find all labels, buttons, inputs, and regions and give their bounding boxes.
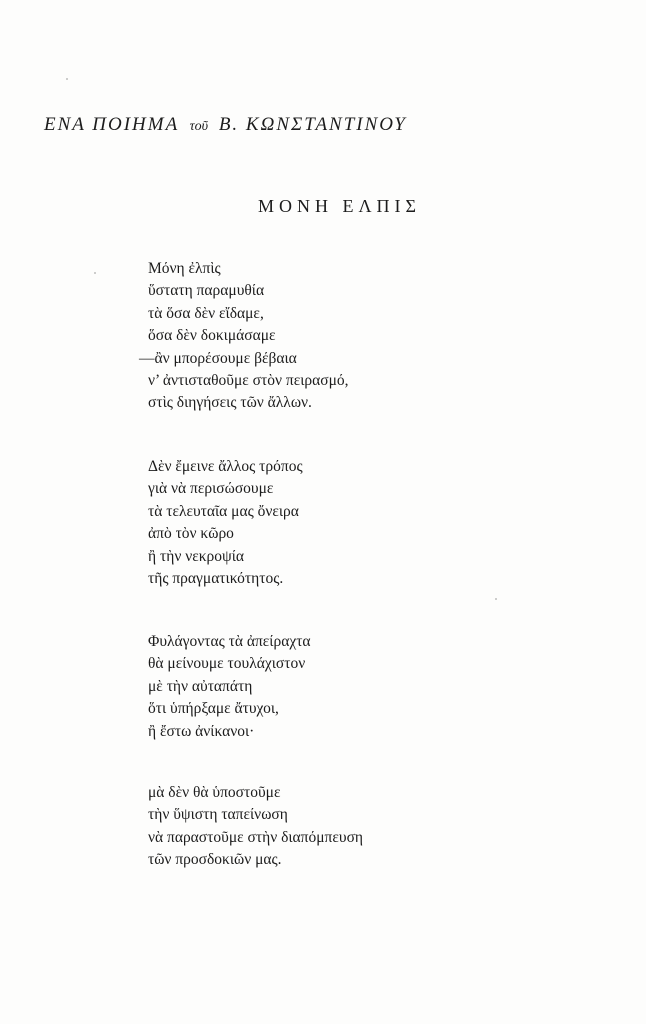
poem-line: ὅσα δὲν δοκιμάσαμε	[148, 327, 276, 345]
poem-line: ὕστατη παραμυθία	[148, 282, 265, 300]
poem-line: ἢ ἔστω ἀνίκανοι·	[148, 722, 255, 740]
poem-line: —ἂν μπορέσουμε βέβαια	[139, 349, 297, 367]
poem-line: μὲ τὴν αὐταπάτη	[148, 677, 253, 695]
header-author: Β. ΚΩΝΣΤΑΝΤΙΝΟΥ	[218, 114, 407, 135]
header-prefix: ΕΝΑ ΠΟΙΗΜΑ	[44, 114, 179, 135]
poem-line: ὅτι ὑπήρξαμε ἄτυχοι,	[148, 700, 279, 718]
poem-line: γιὰ νὰ περισώσουμε	[148, 480, 274, 498]
poem-line: ἢ τὴν νεκροψία	[148, 547, 245, 565]
header-connector: τοῦ	[189, 119, 209, 134]
poem-line: Φυλάγοντας τὰ ἀπείραχτα	[148, 633, 311, 650]
paper-speck	[94, 272, 96, 274]
stanza-4	[148, 782, 363, 872]
poem-title: ΜΟΝΗ ΕΛΠΙΣ	[258, 196, 422, 216]
paper-speck	[66, 78, 68, 80]
poem-line: νὰ παραστοῦμε στὴν διαπόμπευση	[148, 828, 364, 846]
poem-line: Μόνη ἐλπὶς	[148, 260, 221, 277]
stanza-2	[148, 456, 303, 590]
poem-line: τὰ τελευταῖα μας ὄνειρα	[148, 502, 299, 520]
poem-line: τὰ ὅσα δὲν εἴδαμε,	[148, 304, 264, 322]
poem-line: θὰ μείνουμε τουλάχιστον	[148, 655, 306, 673]
stanza-1	[139, 258, 349, 415]
poem-line: τῆς πραγματικότητος.	[148, 569, 284, 587]
stanza-3	[148, 631, 311, 743]
poem-line: μὰ δὲν θὰ ὑποστοῦμε	[148, 784, 281, 801]
poem-header	[44, 114, 407, 136]
poem-line: τὴν ὕψιστη ταπείνωση	[148, 806, 288, 824]
poem-line: ἀπὸ τὸν κῶρο	[148, 525, 234, 543]
poem-line: στὶς διηγήσεις τῶν ἄλλων.	[148, 394, 312, 412]
paper-speck	[495, 598, 497, 600]
poem-line: ν’ ἀντισταθοῦμε στὸν πειρασμό,	[148, 371, 349, 389]
poem-line: τῶν προσδοκιῶν μας.	[148, 851, 282, 869]
poem-line: Δὲν ἔμεινε ἄλλος τρόπος	[148, 458, 303, 475]
